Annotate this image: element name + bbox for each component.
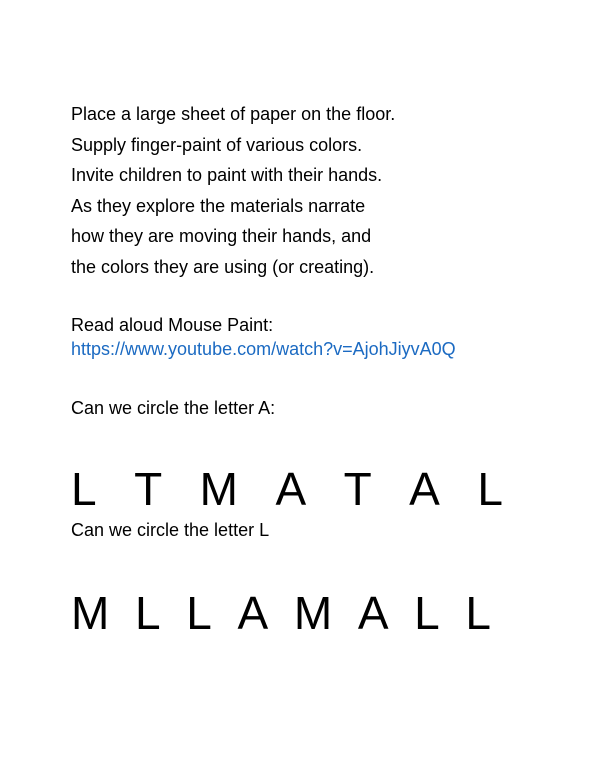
letter-choice[interactable]: A xyxy=(357,587,389,639)
letter-choice[interactable]: A xyxy=(275,463,307,515)
letter-choice[interactable]: M xyxy=(293,587,333,639)
circle-a-prompt: Can we circle the letter A: xyxy=(71,398,276,418)
youtube-link[interactable]: https://www.youtube.com/watch?v=AjohJiyvA0Q xyxy=(71,339,456,359)
instruction-line: how they are moving their hands, and xyxy=(71,226,372,247)
letter-row-l xyxy=(71,587,491,639)
instruction-line: Place a large sheet of paper on the floor. xyxy=(71,104,396,124)
letter-choice[interactable]: T xyxy=(343,463,372,515)
finger-paint-instructions xyxy=(71,99,395,283)
circle-l-prompt: Can we circle the letter L xyxy=(71,520,270,540)
read-aloud-section xyxy=(71,313,456,361)
instruction-line: Invite children to paint with their hands. xyxy=(71,165,383,186)
instruction-line: As they explore the materials narrate xyxy=(71,195,366,216)
letter-choice[interactable]: L xyxy=(414,587,440,639)
instruction-line: Supply finger-paint of various colors. xyxy=(71,134,363,155)
letter-choice[interactable]: L xyxy=(71,463,97,515)
letter-choice[interactable]: M xyxy=(199,463,238,515)
letter-row-a xyxy=(71,463,503,515)
letter-choice[interactable]: A xyxy=(237,587,269,639)
letter-choice[interactable]: L xyxy=(477,463,503,515)
letter-choice[interactable]: L xyxy=(465,587,491,639)
letter-choice[interactable]: M xyxy=(71,587,110,639)
instruction-line: the colors they are using (or creating). xyxy=(71,256,375,277)
letter-choice[interactable]: T xyxy=(134,463,163,515)
letter-choice[interactable]: L xyxy=(134,587,161,639)
read-aloud-label: Read aloud Mouse Paint: xyxy=(71,315,274,335)
letter-choice[interactable]: L xyxy=(186,587,212,639)
letter-choice[interactable]: A xyxy=(409,463,440,515)
